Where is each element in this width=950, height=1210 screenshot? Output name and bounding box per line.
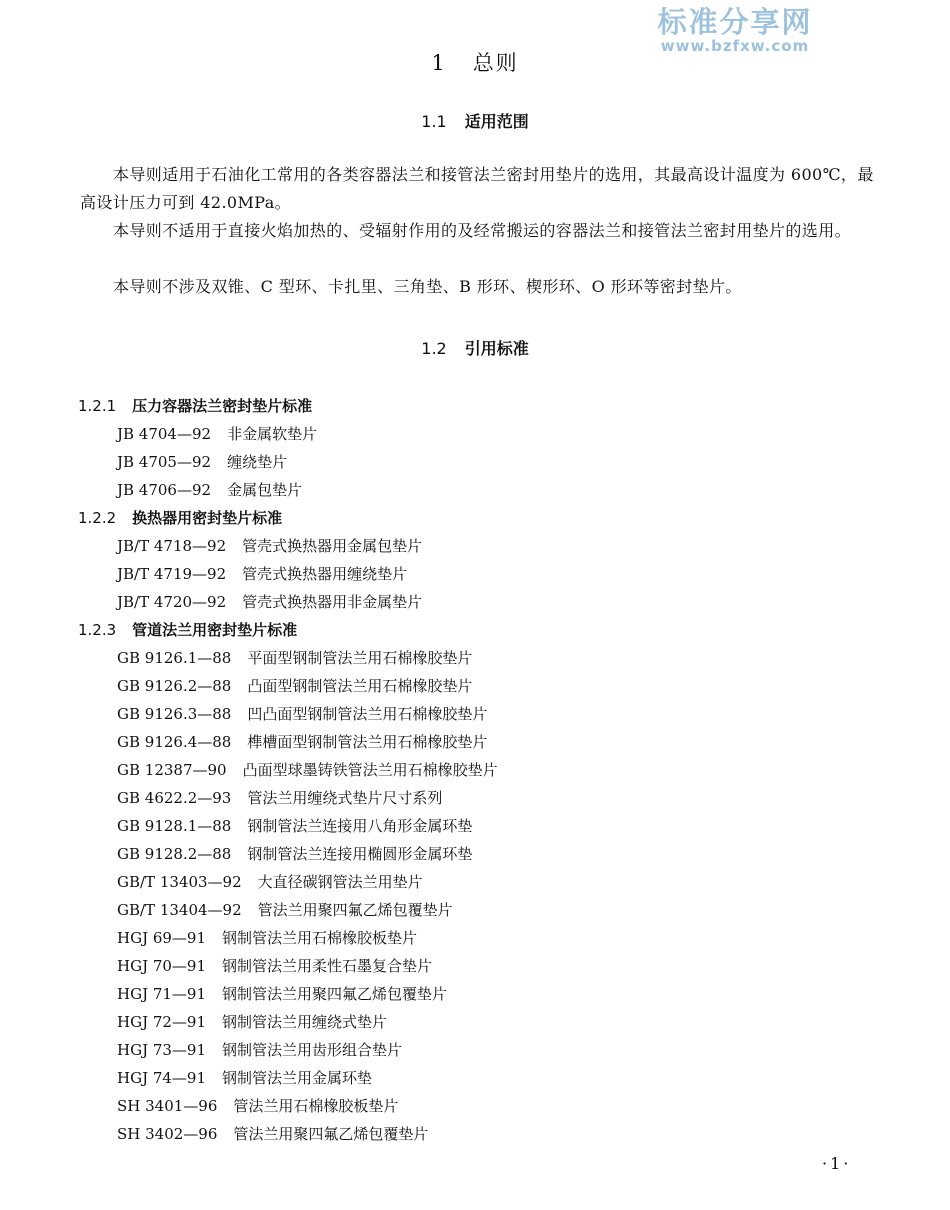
standard-name: 钢制管法兰用金属环垫 [222,1069,373,1087]
watermark-title: 标准分享网 [657,5,813,39]
standard-code: GB/T 13404—92 [117,901,242,919]
standard-code: GB/T 13403—92 [117,873,242,891]
standard-name: 钢制管法兰连接用椭圆形金属环垫 [247,845,473,863]
standard-entry [117,1040,402,1060]
subsection-title: 管道法兰用密封垫片标准 [132,621,298,639]
standard-name: 大直径碳钢管法兰用垫片 [257,873,423,891]
standard-name: 凸面型钢制管法兰用石棉橡胶垫片 [247,677,473,695]
standard-code: JB/T 4718—92 [117,537,227,555]
standard-entry [117,844,472,864]
standard-name: 平面型钢制管法兰用石棉橡胶垫片 [247,649,473,667]
standard-entry [117,928,417,948]
standard-name: 金属包垫片 [227,481,303,499]
subsection-number: 1.2.3 [78,621,117,639]
standard-name: 缠绕垫片 [227,453,288,471]
chapter-title: 总则 [472,51,519,75]
standard-code: HGJ 72—91 [117,1013,207,1031]
section-title: 适用范围 [464,112,529,131]
standard-name: 钢制管法兰用柔性石墨复合垫片 [222,957,433,975]
chapter-heading [0,47,950,77]
section-heading-scope [0,109,950,132]
standard-entry [117,788,442,808]
standard-name: 非金属软垫片 [227,425,318,443]
standard-code: HGJ 74—91 [117,1069,207,1087]
standard-code: GB 4622.2—93 [117,789,232,807]
standard-code: GB 9126.2—88 [117,677,232,695]
standard-name: 管壳式换热器用缠绕垫片 [242,565,408,583]
standard-name: 钢制管法兰用缠绕式垫片 [222,1013,388,1031]
page-number: ·1· [822,1154,852,1173]
standard-name: 钢制管法兰用聚四氟乙烯包覆垫片 [222,985,448,1003]
standard-code: HGJ 70—91 [117,957,207,975]
standard-entry [117,760,498,780]
subsection-heading [78,620,297,640]
standard-name: 管壳式换热器用金属包垫片 [242,537,423,555]
standard-name: 钢制管法兰用石棉橡胶板垫片 [222,929,418,947]
standard-name: 榫槽面型钢制管法兰用石棉橡胶垫片 [247,733,488,751]
standard-entry [117,424,317,444]
standard-entry [117,452,287,472]
standard-code: JB 4706—92 [117,481,212,499]
chapter-number: 1 [431,51,447,75]
standard-name: 钢制管法兰用齿形组合垫片 [222,1041,403,1059]
paragraph: 本导则适用于石油化工常用的各类容器法兰和接管法兰密封用垫片的选用，其最高设计温度为 600℃，最高设计压力可到 42.0MPa。 [80,165,874,212]
paragraph: 本导则不涉及双锥、C 型环、卡扎里、三角垫、B 形环、楔形环、O 形环等密封垫片。 [113,277,742,296]
standard-code: GB 9128.2—88 [117,845,232,863]
standard-name: 管法兰用石棉橡胶板垫片 [233,1097,399,1115]
paragraph: 本导则不适用于直接火焰加热的、受辐射作用的及经常搬运的容器法兰和接管法兰密封用垫片的选用。 [113,221,852,240]
section-number: 1.1 [421,112,447,131]
standard-entry [117,1096,398,1116]
standard-name: 凹凸面型钢制管法兰用石棉橡胶垫片 [247,705,488,723]
standard-code: GB 9128.1—88 [117,817,232,835]
standard-code: JB 4704—92 [117,425,212,443]
standard-name: 管壳式换热器用非金属垫片 [242,593,423,611]
standard-entry [117,648,472,668]
standard-code: JB 4705—92 [117,453,212,471]
standard-code: JB/T 4720—92 [117,593,227,611]
standard-name: 管法兰用聚四氟乙烯包覆垫片 [233,1125,429,1143]
section-title: 引用标准 [464,339,529,358]
standard-code: GB 9126.4—88 [117,733,232,751]
standard-name: 钢制管法兰连接用八角形金属环垫 [247,817,473,835]
standard-code: GB 9126.3—88 [117,705,232,723]
standard-entry [117,676,472,696]
standard-entry [117,816,472,836]
standard-code: HGJ 69—91 [117,929,207,947]
standard-code: GB 9126.1—88 [117,649,232,667]
subsection-heading [78,396,312,416]
watermark-url: www.bzfxw.com [660,37,810,55]
standard-entry [117,732,487,752]
subsection-number: 1.2.1 [78,397,117,415]
standard-entry [117,900,453,920]
standard-name: 管法兰用缠绕式垫片尺寸系列 [247,789,443,807]
standard-code: GB 12387—90 [117,761,227,779]
subsection-number: 1.2.2 [78,509,117,527]
subsection-title: 压力容器法兰密封垫片标准 [132,397,313,415]
subsection-heading [78,508,282,528]
section-number: 1.2 [421,339,447,358]
standard-code: HGJ 71—91 [117,985,207,1003]
standard-code: SH 3402—96 [117,1125,218,1143]
standard-code: HGJ 73—91 [117,1041,207,1059]
section-heading-references [0,336,950,359]
standard-entry [117,592,422,612]
standard-entry [117,564,407,584]
standard-name: 凸面型球墨铸铁管法兰用石棉橡胶垫片 [242,761,498,779]
standard-entry [117,956,432,976]
standard-entry [117,536,422,556]
standard-entry [117,480,302,500]
standard-entry [117,1012,387,1032]
subsection-title: 换热器用密封垫片标准 [132,509,283,527]
standard-code: JB/T 4719—92 [117,565,227,583]
standard-entry [117,872,423,892]
standard-name: 管法兰用聚四氟乙烯包覆垫片 [257,901,453,919]
standard-entry [117,1068,372,1088]
standard-entry [117,1124,428,1144]
standard-entry [117,984,447,1004]
standard-entry [117,704,487,724]
standard-code: SH 3401—96 [117,1097,218,1115]
